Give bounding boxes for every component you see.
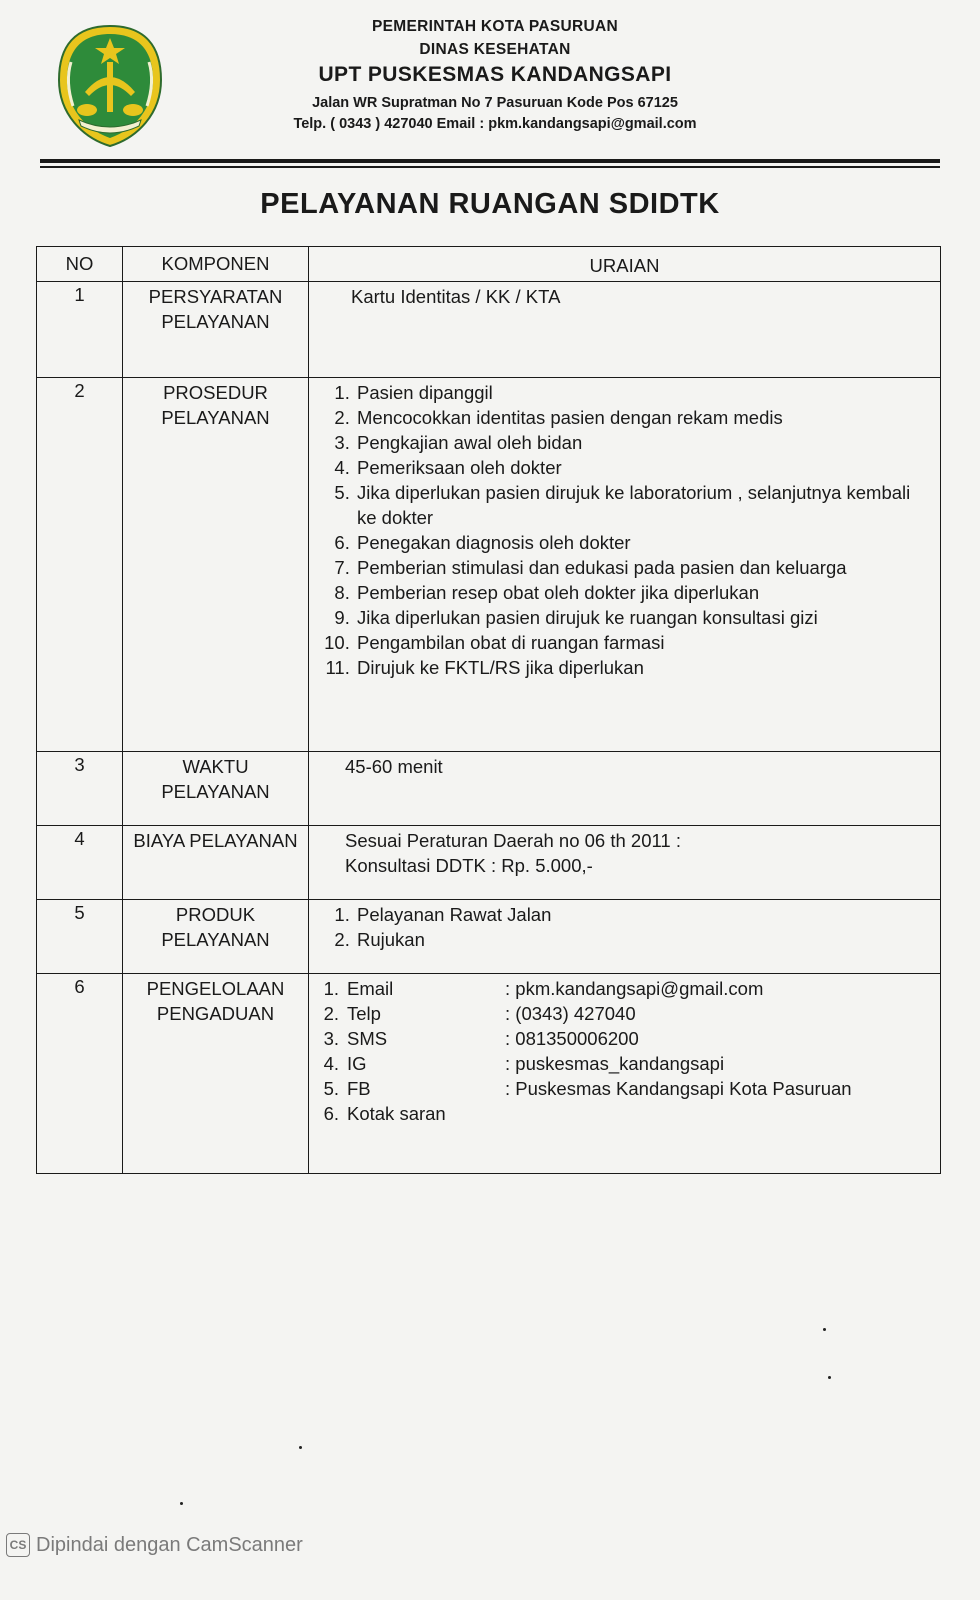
component-line: PENGADUAN [156,1003,275,1024]
list-item: 5. Jika diperlukan pasien dirujuk ke laboratorium , selanjutnya kembali ke dokter [355,480,930,530]
component-line: PELAYANAN [161,929,270,950]
institution-name: UPT PUSKESMAS KANDANGSAPI [318,63,672,86]
list-item: 4. Pemeriksaan oleh dokter [355,455,930,480]
header-rule-thick [40,159,940,163]
row-number: 4 [37,826,123,900]
list-item: 6. Penegakan diagnosis oleh dokter [355,530,930,555]
row-description [309,900,941,974]
camscanner-logo-icon: CS [6,1533,30,1557]
header-description: URAIAN [309,247,941,282]
list-item: 3. Pengkajian awal oleh bidan [355,430,930,455]
procedure-list [321,380,930,680]
component-line: PELAYANAN [161,311,270,332]
table-row [37,282,941,378]
component-line: PROSEDUR [163,382,268,403]
complaint-channel: 6. Kotak saran [323,1103,446,1124]
list-item: 1. Pelayanan Rawat Jalan [355,902,930,927]
row-component [123,378,309,752]
row-number: 6 [37,974,123,1174]
row-description [309,974,941,1174]
kota-pasuruan-emblem-icon [55,22,165,150]
row-component [123,282,309,378]
scan-speck [828,1376,831,1379]
list-item: 8. Pemberian resep obat oleh dokter jika diperlukan [355,580,930,605]
description-text: Kartu Identitas / KK / KTA [351,286,561,307]
gov-name: PEMERINTAH KOTA PASURUAN [371,18,618,35]
component-line: PRODUK [175,904,256,925]
component-line: PERSYARATAN [148,286,283,307]
row-component [123,900,309,974]
product-list [321,902,930,952]
list-item: 9. Jika diperlukan pasien dirujuk ke ruangan konsultasi gizi [355,605,930,630]
list-item: 11. Dirujuk ke FKTL/RS jika diperlukan [355,655,930,680]
description-text: 45-60 menit [345,756,443,777]
table-row [37,900,941,974]
complaint-channel: 4. IG : puskesmas_kandangsapi [323,1053,725,1074]
watermark-text: Dipindai dengan CamScanner [36,1533,303,1556]
component-line: PELAYANAN [161,781,270,802]
row-description [309,378,941,752]
header-rule-thin [40,166,940,168]
row-number: 3 [37,752,123,826]
complaint-channel: 2. Telp : (0343) 427040 [323,1003,636,1024]
complaint-channel: 5. FB : Puskesmas Kandangsapi Kota Pasuruan [323,1078,852,1099]
scan-speck [299,1446,302,1449]
row-description [309,752,941,826]
table-row [37,378,941,752]
list-item: 1. Pasien dipanggil [355,380,930,405]
row-component [123,826,309,900]
row-number: 1 [37,282,123,378]
description-text: Konsultasi DDTK : Rp. 5.000,- [345,855,593,876]
table-row [37,974,941,1174]
camscanner-watermark [6,1533,303,1557]
row-number: 2 [37,378,123,752]
list-item: 2. Mencocokkan identitas pasien dengan rekam medis [355,405,930,430]
row-description [309,282,941,378]
contact-line: Telp. ( 0343 ) 427040 Email : pkm.kandangsapi@gmail.com [293,116,697,132]
list-item: 10. Pengambilan obat di ruangan farmasi [355,630,930,655]
service-table [36,246,941,1174]
row-number: 5 [37,900,123,974]
description-text: Sesuai Peraturan Daerah no 06 th 2011 : [345,830,681,851]
list-item: 7. Pemberian stimulasi dan edukasi pada pasien dan keluarga [355,555,930,580]
document-title: PELAYANAN RUANGAN SDIDTK [260,188,720,220]
complaint-channel: 1. Email : pkm.kandangsapi@gmail.com [323,978,764,999]
scan-speck [823,1328,826,1331]
table-header-row [37,247,941,282]
component-line: PENGELOLAAN [146,978,285,999]
scan-speck [180,1502,183,1505]
component-line: BIAYA PELAYANAN [133,830,298,851]
row-component [123,752,309,826]
list-item: 2. Rujukan [355,927,930,952]
header-component: KOMPONEN [123,247,309,282]
complaint-channel: 3. SMS : 081350006200 [323,1028,639,1049]
header-no: NO [37,247,123,282]
component-line: PELAYANAN [161,407,270,428]
address-line: Jalan WR Supratman No 7 Pasuruan Kode Pos 67125 [312,95,678,111]
letterhead [200,14,790,132]
table-row [37,826,941,900]
table-row [37,752,941,826]
department-name: DINAS KESEHATAN [419,41,571,58]
row-component [123,974,309,1174]
row-description [309,826,941,900]
component-line: WAKTU [182,756,249,777]
